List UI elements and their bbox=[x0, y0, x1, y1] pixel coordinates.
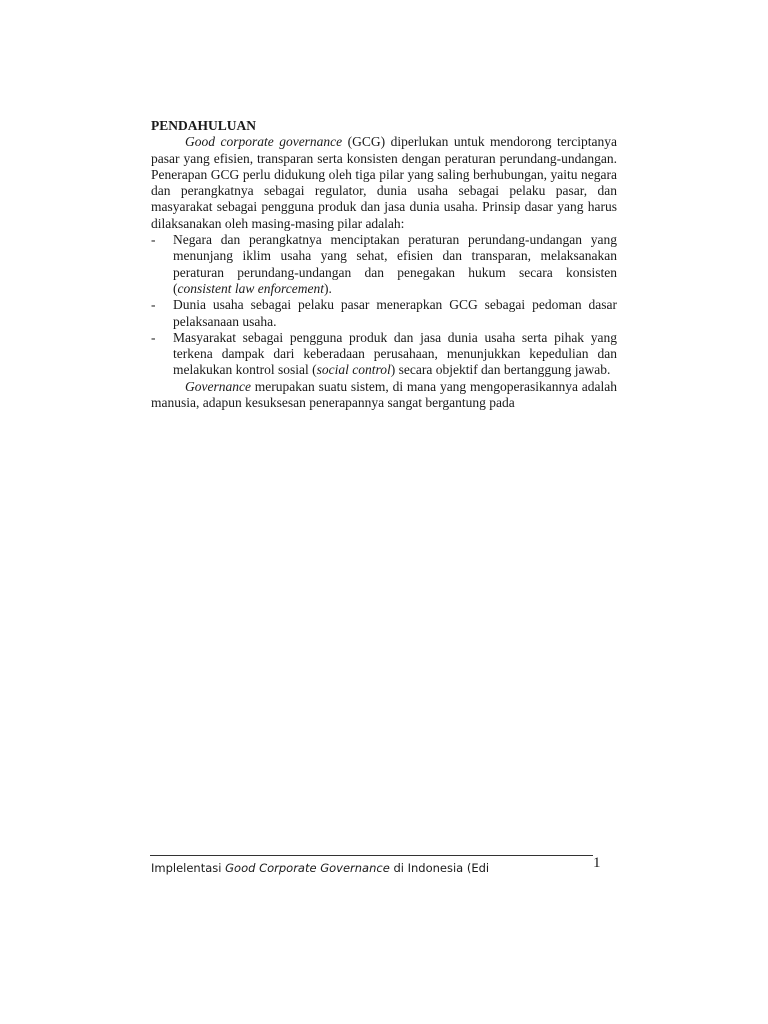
list-item-text: Dunia usaha sebagai pelaku pasar menerapkan GCG sebagai pedoman dasar pelaksanaan usaha. bbox=[173, 297, 617, 329]
document-body bbox=[151, 118, 617, 411]
list-item-term: consistent law enforcement bbox=[177, 280, 324, 296]
list-item-after: ). bbox=[323, 280, 332, 296]
list-item-term: social control bbox=[316, 362, 391, 378]
footer-suffix: di Indonesia (Edi bbox=[389, 861, 490, 875]
list-item-after: ) secara objektif dan bertanggung jawab. bbox=[390, 362, 611, 378]
list-item-text: Negara dan perangkatnya menciptakan peraturan perundang-undangan yang menunjang iklim usaha yang sehat, efisien dan transparan, melaksanakan peraturan perundang-undangan dan penegakan hukum secara konsisten ( bbox=[173, 232, 617, 296]
pillar-list bbox=[151, 232, 617, 379]
footer-title: Good Corporate Governance bbox=[225, 861, 390, 875]
bullet-marker: - bbox=[151, 329, 156, 345]
list-item bbox=[151, 330, 617, 379]
closing-term: Governance bbox=[185, 378, 251, 394]
closing-text: merupakan suatu sistem, di mana yang mengoperasikannya adalah manusia, adapun kesuksesan penerapannya sangat bergantung pada bbox=[151, 378, 617, 411]
page-number: 1 bbox=[593, 855, 601, 871]
running-footer bbox=[151, 861, 489, 875]
section-heading: PENDAHULUAN bbox=[151, 118, 257, 133]
list-item bbox=[151, 297, 617, 330]
list-item-text: Masyarakat sebagai pengguna produk dan jasa dunia usaha serta pihak yang terkena dampak dari keberadaan perusahaan, menunjukkan kepedulian dan melakukan kontrol sosial ( bbox=[173, 329, 617, 378]
footer-prefix: Implelentasi bbox=[151, 861, 226, 875]
list-item bbox=[151, 232, 617, 297]
intro-term: Good corporate governance bbox=[185, 134, 343, 150]
closing-paragraph bbox=[151, 379, 617, 412]
bullet-marker: - bbox=[151, 297, 156, 313]
footer-divider bbox=[150, 855, 593, 856]
bullet-marker: - bbox=[151, 232, 156, 248]
intro-text: (GCG) diperlukan untuk mendorong terciptanya pasar yang efisien, transparan serta konsisten dengan peraturan perundang-undangan. Penerapan GCG perlu didukung oleh tiga pilar yang saling berhubungan, yaitu negara dan perangkatnya sebagai regulator, dunia usaha sebagai pelaku pasar, dan masyarakat sebagai pengguna produk dan jasa dunia usaha. Prinsip dasar yang harus dilaksanakan oleh masing-masing pilar adalah: bbox=[151, 134, 617, 231]
intro-paragraph bbox=[151, 134, 617, 232]
